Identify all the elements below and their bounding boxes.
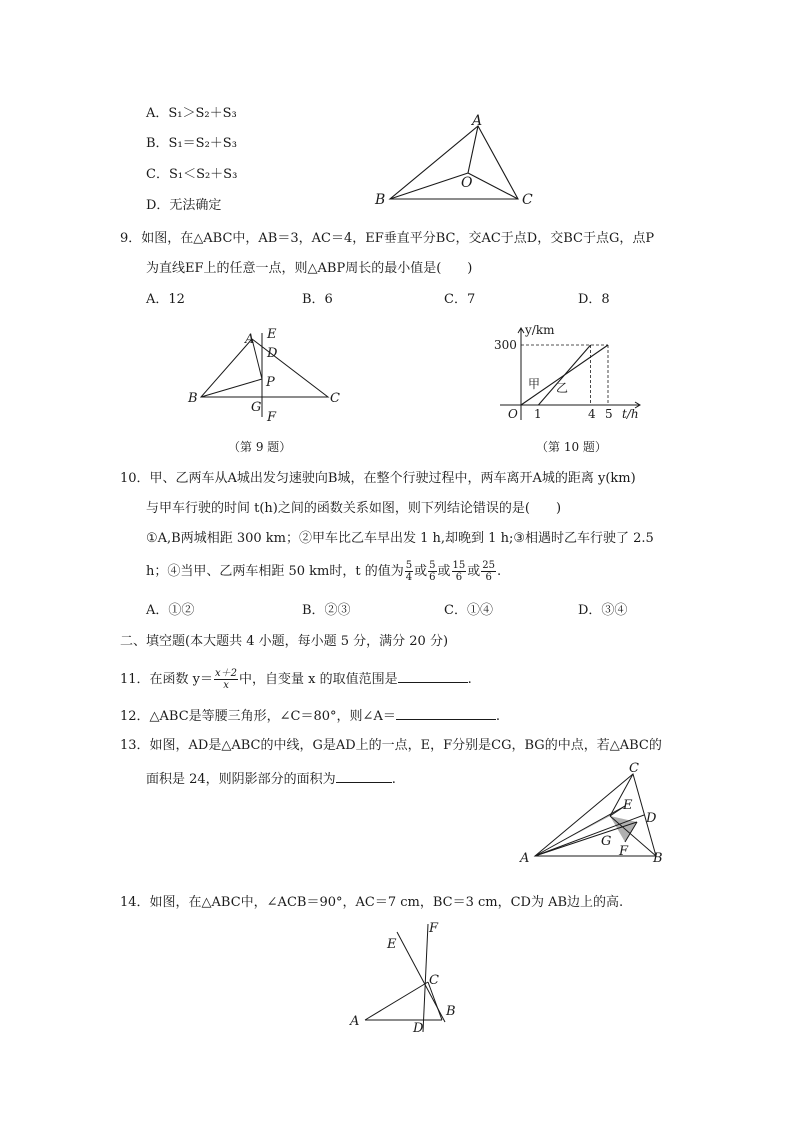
q10-frac3-num: 15 [452, 560, 466, 571]
q10-y-axis-label: y/km [525, 323, 555, 337]
q9-figure [185, 325, 345, 425]
q10-stem-line2: 与甲车行驶的时间 t(h)之间的函数关系如图，则下列结论错误的是( ) [146, 501, 562, 516]
q10-stem-line3: ①A,B两城相距 300 km；②甲车比乙车早出发 1 h,却晚到 1 h;③相遇时乙车行驶了 2.5 [146, 531, 654, 546]
q10-or-2: 或 [437, 564, 451, 579]
q10-x-tick-origin: O [508, 407, 518, 421]
q11-prefix: 11．在函数 y＝ [120, 672, 214, 687]
q10-option-b: B．②③ [302, 603, 351, 618]
q14-label-a: A [350, 1014, 360, 1029]
q10-option-a: A．①② [146, 603, 195, 618]
q10-frac1-den: 4 [405, 572, 413, 583]
q10-graph [494, 322, 650, 422]
q14-label-b: B [446, 1004, 456, 1019]
q10-stem-line4 [146, 559, 501, 585]
q10-fraction-4 [481, 560, 496, 583]
q9-label-f: F [267, 410, 277, 425]
q9-label-e: E [267, 327, 277, 342]
q10-x-axis-label: t/h [622, 407, 639, 421]
q8-triangle-figure [370, 110, 550, 210]
q11-end: . [467, 672, 472, 687]
q11-frac-den: x [223, 680, 229, 691]
q9-label-a: A [245, 332, 255, 347]
q10-option-d: D．③④ [578, 603, 628, 618]
q9-caption: （第 9 题） [228, 440, 292, 454]
q9-option-d: D．8 [578, 292, 610, 307]
q14-label-c: C [429, 973, 439, 988]
q10-x-tick-4: 4 [588, 407, 596, 421]
q10-line4-prefix: h；④当甲、乙两车相距 50 km时，t 的值为 [146, 564, 404, 579]
q10-or-1: 或 [414, 564, 428, 579]
q9-stem-line1: 9．如图，在△ABC中，AB＝3，AC＝4，EF垂直平分BC，交AC于点D，交BC于点G，点P [120, 231, 655, 246]
q10-caption: （第 10 题） [536, 440, 607, 454]
q8-label-a: A [472, 113, 483, 129]
q10-option-c: C．①④ [444, 603, 493, 618]
q11-stem [120, 666, 472, 694]
q12-end: . [495, 709, 500, 724]
q10-frac4-den: 6 [485, 572, 492, 583]
q13-stem-line2 [146, 770, 396, 788]
q13-label-c: C [629, 761, 639, 776]
q10-x-tick-1: 1 [534, 407, 542, 421]
q10-series-label-yi: 乙 [556, 381, 569, 395]
q10-frac2-num: 5 [429, 560, 436, 571]
q12-stem [120, 707, 500, 725]
q11-frac-num: x＋2 [215, 668, 238, 679]
q8-option-b: B．S₁＝S₂＋S₃ [146, 136, 237, 151]
q14-stem-line1: 14．如图，在△ABC中，∠ACB＝90°，AC＝7 cm，BC＝3 cm，CD为 AB边上的高. [120, 895, 624, 910]
q9-option-c: C．7 [444, 292, 476, 307]
q11-fraction [214, 668, 238, 691]
q13-stem-line1: 13．如图，AD是△ABC的中线，G是AD上的一点，E，F分别是CG，BG的中点，若△ABC的 [120, 738, 662, 753]
q9-label-c: C [330, 391, 340, 406]
q10-frac2-den: 6 [429, 572, 436, 583]
q9-option-b: B．6 [302, 292, 333, 307]
q10-y-tick-300: 300 [494, 338, 517, 352]
q10-fraction-1 [405, 560, 413, 583]
q13-end: . [391, 772, 396, 787]
q10-x-tick-5: 5 [605, 407, 613, 421]
q13-answer-blank[interactable] [336, 770, 392, 783]
q9-label-p: P [266, 375, 275, 390]
q12-answer-blank[interactable] [396, 707, 496, 720]
q11-answer-blank[interactable] [398, 670, 468, 683]
q14-label-e: E [387, 937, 397, 952]
q9-stem-line2: 为直线EF上的任意一点，则△ABP周长的最小值是( ) [146, 261, 473, 276]
q8-label-c: C [522, 192, 533, 208]
q13-label-f: F [619, 844, 629, 859]
q8-label-o: O [461, 175, 473, 191]
q10-fraction-2 [428, 560, 436, 583]
q10-stem-line1: 10．甲、乙两车从A城出发匀速驶向B城，在整个行驶过程中，两车离开A城的距离 y(km) [120, 471, 636, 486]
q9-label-g: G [251, 400, 262, 415]
q10-or-3: 或 [467, 564, 481, 579]
q13-label-g: G [601, 834, 612, 849]
q9-option-a: A．12 [146, 292, 185, 307]
q10-frac3-den: 6 [455, 572, 463, 583]
q10-frac4-num: 25 [482, 560, 496, 571]
q14-label-d: D [413, 1021, 424, 1036]
q8-option-d: D．无法确定 [146, 198, 222, 213]
q11-suffix: 中，自变量 x 的取值范围是 [239, 672, 398, 687]
q13-label-a: A [520, 851, 530, 866]
q12-prefix: 12．△ABC是等腰三角形，∠C＝80°，则∠A＝ [120, 709, 396, 724]
q10-line4-end: . [497, 564, 502, 579]
q8-label-b: B [375, 192, 386, 208]
q10-fraction-3 [452, 560, 467, 583]
q13-label-d: D [646, 811, 657, 826]
q10-series-line-2 [538, 345, 590, 405]
q14-label-f: F [429, 921, 439, 936]
q9-label-d: D [267, 346, 278, 361]
q9-label-b: B [188, 391, 198, 406]
q14-figure [345, 918, 475, 1038]
q13-label-e: E [623, 798, 633, 813]
q13-line2-text: 面积是 24，则阴影部分的面积为 [146, 772, 336, 787]
q13-figure [515, 760, 670, 870]
q10-frac1-num: 5 [405, 560, 413, 571]
section-2-heading: 二、填空题(本大题共 4 小题，每小题 5 分，满分 20 分) [120, 634, 449, 649]
q8-option-c: C．S₁＜S₂＋S₃ [146, 167, 238, 182]
q10-series-label-jia: 甲 [528, 377, 541, 391]
q8-option-a: A．S₁＞S₂＋S₃ [146, 106, 237, 121]
q13-label-b: B [653, 851, 663, 866]
